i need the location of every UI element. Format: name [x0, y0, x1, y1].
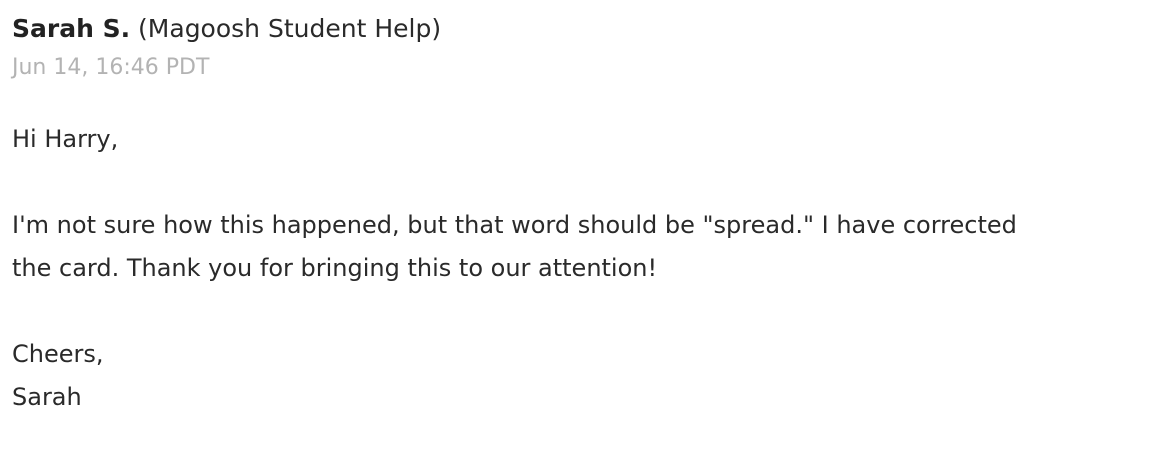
- body-text-line-1: I'm not sure how this happened, but that word should be "spread." I have corrected: [12, 211, 1017, 239]
- body-text-line-2: the card. Thank you for bringing this to our attention!: [12, 254, 658, 282]
- sender-name: Sarah S.: [12, 14, 131, 43]
- closing: Cheers,: [12, 340, 104, 368]
- message-body: [12, 118, 1174, 419]
- message-timestamp: Jun 14, 16:46 PDT: [12, 55, 210, 80]
- sender-organization: (Magoosh Student Help): [138, 14, 442, 43]
- paragraph-spacer: [12, 161, 1174, 204]
- greeting: Hi Harry,: [12, 125, 119, 153]
- message-header: [12, 14, 1174, 44]
- paragraph-spacer: [12, 290, 1174, 333]
- signature: Sarah: [12, 383, 82, 411]
